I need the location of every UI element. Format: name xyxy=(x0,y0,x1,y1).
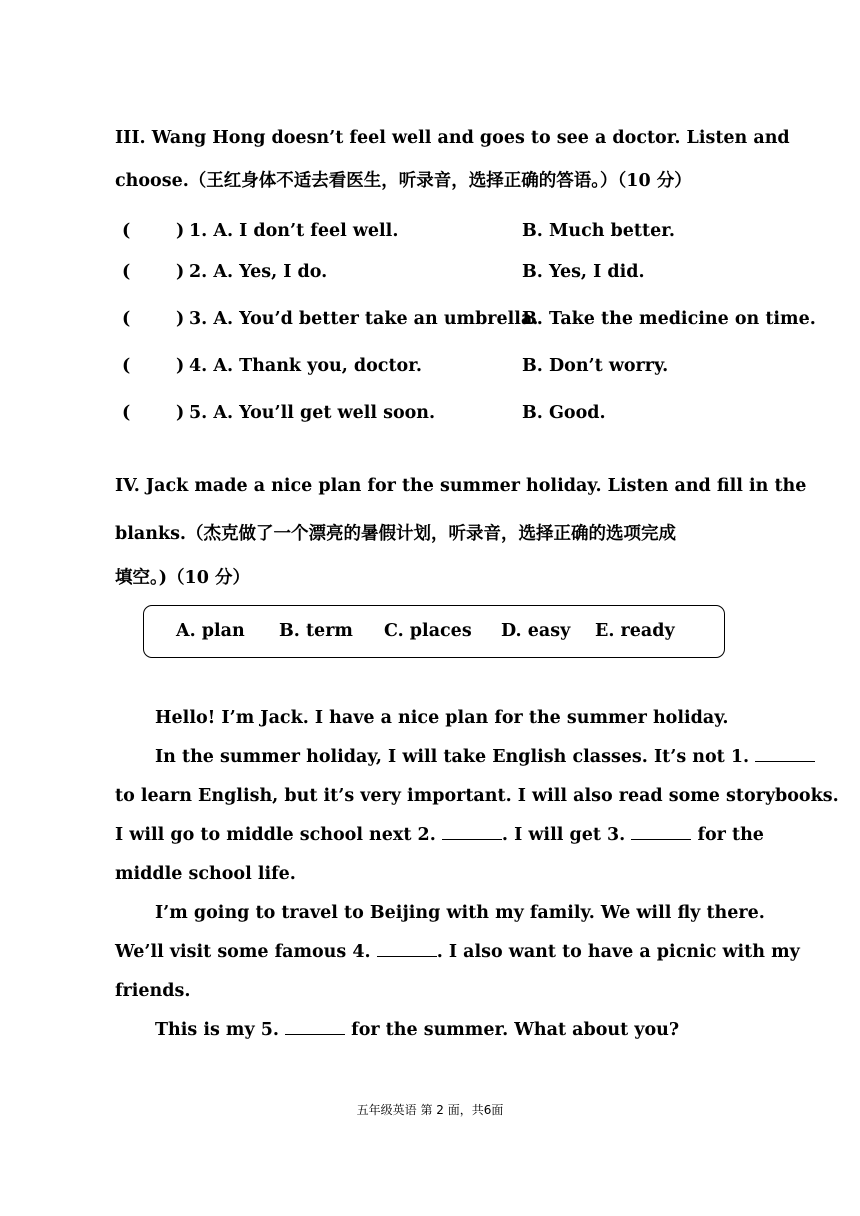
question-row-5 xyxy=(0,403,860,429)
blank-5 xyxy=(285,1020,345,1035)
section4-title-line3: 填空。)（10 分） xyxy=(115,568,250,588)
passage-line xyxy=(155,1020,679,1040)
section3-title-line2: choose.（王红身体不适去看医生，听录音，选择正确的答语。）（10 分） xyxy=(115,171,692,191)
option-a: 3. A. You’d better take an umbrella. xyxy=(189,309,539,329)
passage-text: I will go to middle school next 2. xyxy=(115,825,442,845)
passage-line: I’m going to travel to Beijing with my family. We will fly there. xyxy=(155,903,765,923)
blank-3 xyxy=(631,825,691,840)
passage-text: for the xyxy=(691,825,764,845)
word-option-c: C. places xyxy=(384,621,472,641)
option-b: B. Take the medicine on time. xyxy=(522,309,816,329)
passage-text: for the summer. What about you? xyxy=(345,1020,680,1040)
option-b: B. Don’t worry. xyxy=(522,356,669,376)
answer-paren-open: ( xyxy=(122,262,131,282)
passage-text: . I also want to have a picnic with my xyxy=(436,942,800,962)
option-b: B. Good. xyxy=(522,403,606,423)
word-bank-box xyxy=(143,605,725,658)
blank-1 xyxy=(755,747,815,762)
answer-paren-close: ) xyxy=(176,356,185,376)
section4-title-line1: IV. Jack made a nice plan for the summer holiday. Listen and fill in the xyxy=(115,476,807,496)
answer-paren-close: ) xyxy=(176,262,185,282)
option-b: B. Much better. xyxy=(522,221,675,241)
question-row-4 xyxy=(0,356,860,382)
word-option-b: B. term xyxy=(279,621,353,641)
option-a: 1. A. I don’t feel well. xyxy=(189,221,399,241)
passage-line xyxy=(115,825,764,845)
answer-paren-close: ) xyxy=(176,403,185,423)
answer-paren-open: ( xyxy=(122,403,131,423)
option-b: B. Yes, I did. xyxy=(522,262,645,282)
passage-line: to learn English, but it’s very important. I will also read some storybooks. xyxy=(115,786,839,806)
option-a: 5. A. You’ll get well soon. xyxy=(189,403,436,423)
blank-2 xyxy=(442,825,502,840)
section3-title-line1: III. Wang Hong doesn’t feel well and goes to see a doctor. Listen and xyxy=(115,128,790,148)
answer-paren-close: ) xyxy=(176,221,185,241)
word-option-d: D. easy xyxy=(501,621,571,641)
passage-line: friends. xyxy=(115,981,191,1001)
answer-paren-open: ( xyxy=(122,356,131,376)
option-a: 4. A. Thank you, doctor. xyxy=(189,356,422,376)
answer-paren-open: ( xyxy=(122,221,131,241)
section4-title-line2: blanks.（杰克做了一个漂亮的暑假计划，听录音，选择正确的选项完成 xyxy=(115,524,677,544)
word-option-e: E. ready xyxy=(595,621,675,641)
passage-line: Hello! I’m Jack. I have a nice plan for the summer holiday. xyxy=(155,708,729,728)
option-a: 2. A. Yes, I do. xyxy=(189,262,328,282)
passage-text: In the summer holiday, I will take English classes. It’s not 1. xyxy=(155,747,756,767)
page-footer: 五年级英语 第 2 面，共6面 xyxy=(356,1103,504,1117)
passage-line xyxy=(155,747,815,767)
passage-line xyxy=(115,942,800,962)
question-row-3 xyxy=(0,309,860,335)
passage-line: middle school life. xyxy=(115,864,296,884)
passage-text: We’ll visit some famous 4. xyxy=(115,942,377,962)
question-row-2 xyxy=(0,262,860,288)
answer-paren-open: ( xyxy=(122,309,131,329)
blank-4 xyxy=(377,942,437,957)
question-row-1 xyxy=(0,221,860,247)
answer-paren-close: ) xyxy=(176,309,185,329)
passage-text: This is my 5. xyxy=(155,1020,286,1040)
word-option-a: A. plan xyxy=(176,621,245,641)
passage-text: . I will get 3. xyxy=(501,825,632,845)
